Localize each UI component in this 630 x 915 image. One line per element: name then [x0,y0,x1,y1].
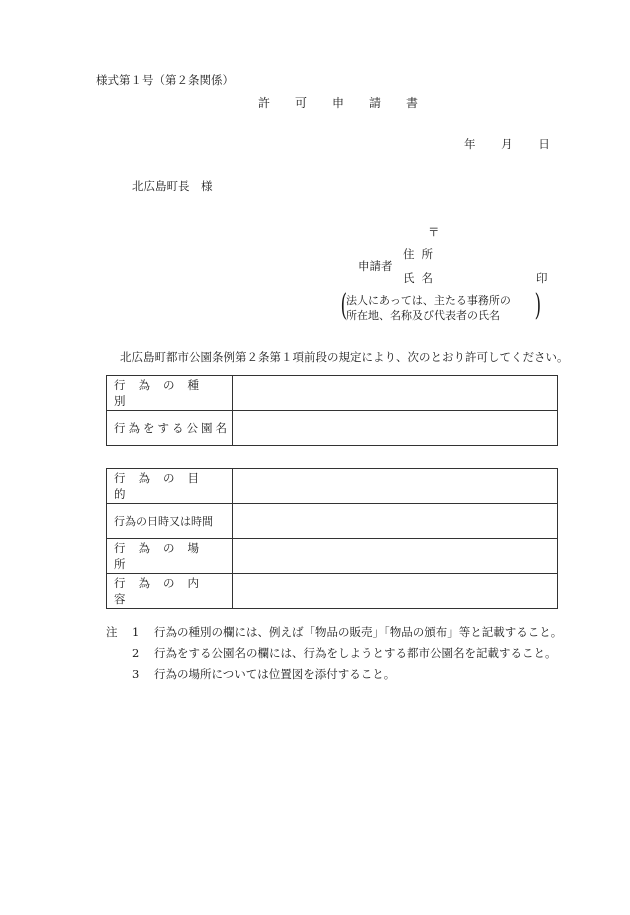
park-name-field[interactable] [233,411,558,446]
note-item [106,622,562,643]
address-label: 住所 [403,247,440,261]
date-month: 月 [501,137,513,151]
datetime-field[interactable] [233,504,558,539]
seal-mark: 印 [536,271,548,285]
table-row [107,504,558,539]
open-paren: ( [340,288,348,323]
label-text: 行為の目的 [114,471,212,501]
note-text: 行為の場所については位置図を添付すること。 [154,667,396,681]
postal-mark: 〒 [428,225,440,239]
note-text: 行為の種別の欄には、例えば「物品の販売」「物品の頒布」等と記載すること。 [154,625,563,639]
corporation-note-line2: 所在地、名称及び代表者の氏名 [346,309,500,322]
date-line [464,136,572,152]
notes-prefix: 注 [106,625,118,639]
notes-section [106,622,562,685]
date-year: 年 [464,137,476,151]
table-row [107,469,558,504]
note-item [106,664,562,685]
note-number: 2 [132,646,140,660]
row-label [107,574,233,609]
table-row [107,539,558,574]
label-text: 行為の日時又は時間 [114,515,213,528]
label-text: 行為の場所 [114,541,212,571]
activity-type-table [106,375,558,446]
content-field[interactable] [233,574,558,609]
intro-text: 北広島町都市公園条例第２条第１項前段の規定により、次のとおり許可してください。 [120,350,569,364]
date-day: 日 [538,137,550,151]
label-text: 行為の種別 [114,378,212,408]
note-number: 3 [132,667,140,681]
applicant-label: 申請者 [358,259,393,273]
activity-type-field[interactable] [233,376,558,411]
row-label [107,411,233,446]
label-text: 行為をする公園名 [114,421,230,435]
row-label [107,539,233,574]
form-code: 様式第１号（第２条関係） [96,73,234,87]
note-text: 行為をする公園名の欄には、行為をしようとする都市公園名を記載すること。 [154,646,557,660]
close-paren: ) [534,288,542,323]
activity-detail-table [106,468,558,609]
table-row [107,376,558,411]
table-row [107,574,558,609]
location-field[interactable] [233,539,558,574]
label-text: 行為の内容 [114,576,212,606]
corporation-note [340,288,542,323]
row-label [107,504,233,539]
note-item [106,643,562,664]
name-label: 氏名 [403,271,440,285]
purpose-field[interactable] [233,469,558,504]
table-row [107,411,558,446]
row-label [107,469,233,504]
document-title: 許可申請書 [258,96,444,110]
addressee: 北広島町長 様 [132,179,213,193]
corporation-note-line1: 法人にあっては、主たる事務所の [346,294,511,307]
row-label [107,376,233,411]
note-number: 1 [132,625,140,639]
